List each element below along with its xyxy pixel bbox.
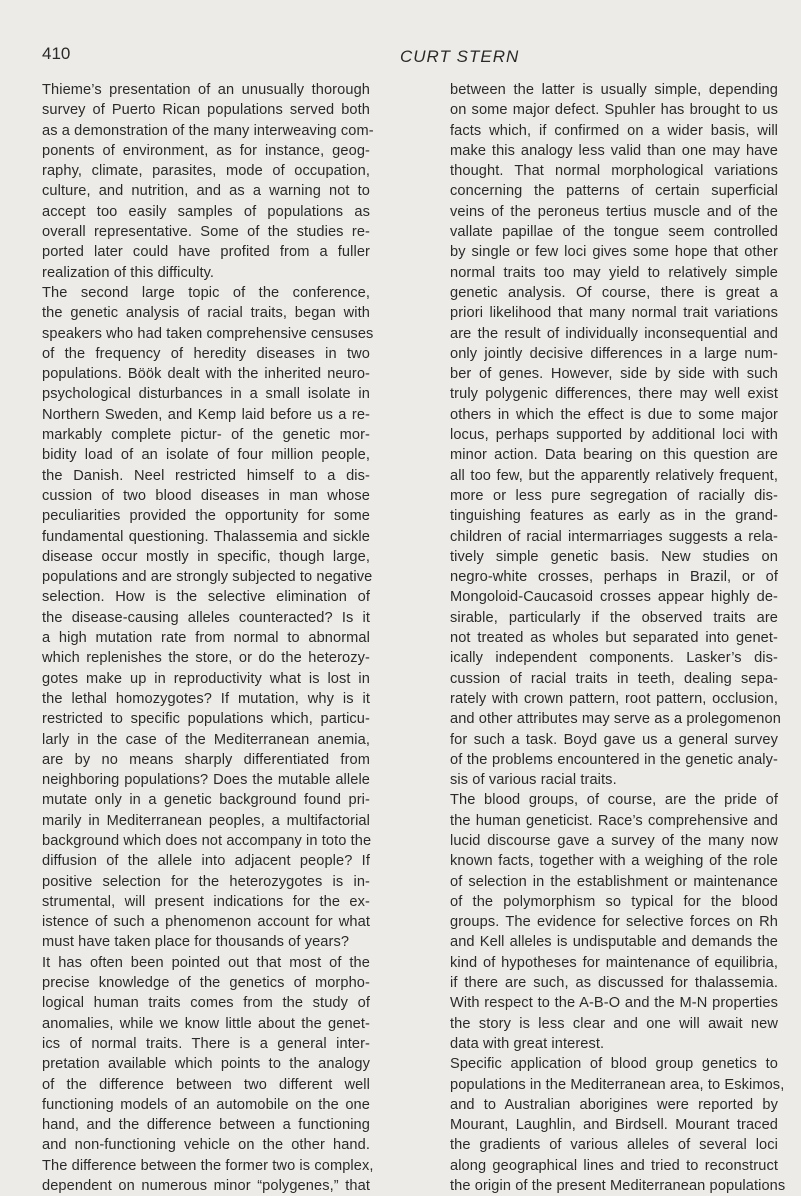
text-line: populations and are strongly subjected to negative xyxy=(42,569,373,586)
text-line: disease occur mostly in specific, though large, xyxy=(42,548,370,565)
text-line: raphy, climate, parasites, mode of occupation, xyxy=(42,163,370,180)
text-line: marily in Mediterranean peoples, a multifactorial xyxy=(42,812,370,829)
text-line: larly in the case of the Mediterranean anemia, xyxy=(42,731,370,748)
text-line: mutate only in a genetic background found pri- xyxy=(42,792,370,809)
text-line: bidity load of an isolate of four million people, xyxy=(42,447,370,464)
text-line: truly polygenic differences, there may well exist xyxy=(450,386,778,403)
text-line: by single or few loci gives some hope that other xyxy=(450,244,778,261)
text-line: must have taken place for thousands of years? xyxy=(42,934,350,951)
text-line: sis of various racial traits. xyxy=(450,772,617,789)
text-line: With respect to the A-B-O and the M-N properties xyxy=(450,995,778,1012)
text-line: veins of the peroneus tertius muscle and of the xyxy=(450,203,778,220)
text-line: facts which, if confirmed on a wider basis, will xyxy=(450,122,778,139)
text-line: fundamental questioning. Thalassemia and sickle xyxy=(42,528,370,545)
text-line: background which does not accompany in toto the xyxy=(42,832,372,849)
text-line: and to Australian aborigines were reported by xyxy=(450,1096,778,1113)
text-line: istence of such a phenomenon account for what xyxy=(42,914,370,931)
text-line: negro-white crosses, perhaps in Brazil, or of xyxy=(450,569,778,586)
text-line: hand, and the difference between a functioning xyxy=(42,1117,370,1134)
text-line: along geographical lines and tried to reconstruct xyxy=(450,1157,778,1174)
text-line: and other attributes may serve as a prolegomenon xyxy=(450,711,781,728)
text-line: others in which the effect is due to some major xyxy=(450,406,778,423)
text-line: of the frequency of heredity diseases in two xyxy=(42,345,370,362)
text-line: the story is less clear and one will await new xyxy=(450,1015,778,1032)
text-line: data with great interest. xyxy=(450,1035,605,1052)
text-line: populations in the Mediterranean area, to Eskimos, xyxy=(450,1076,785,1093)
text-line: and Kell alleles is undisputable and demands the xyxy=(450,934,778,951)
text-line: kind of hypotheses for maintenance of equilibria, xyxy=(450,954,778,971)
text-line: diffusion of the allele into adjacent people? If xyxy=(42,853,370,870)
text-line: precise knowledge of the genetics of morpho- xyxy=(42,975,370,992)
text-line: pretation available which points to the analogy xyxy=(42,1056,370,1073)
text-line: a high mutation rate from normal to abnormal xyxy=(42,630,370,647)
text-line: of selection in the establishment or maintenance xyxy=(450,873,778,890)
text-line: cussion of racial traits in teeth, dealing sepa- xyxy=(450,670,778,687)
page-number: 410 xyxy=(42,44,71,63)
text-line: the disease-causing alleles counteracted? Is it xyxy=(42,609,370,626)
text-line: Mourant, Laughlin, and Birdsell. Mourant traced xyxy=(450,1117,778,1134)
text-line: known facts, together with a weighing of the role xyxy=(450,853,778,870)
right-text-column xyxy=(450,80,786,1196)
text-line: selection. How is the selective elimination of xyxy=(42,589,370,606)
text-line: concerning the patterns of certain superficial xyxy=(450,183,778,200)
text-line: The difference between the former two is complex, xyxy=(42,1157,374,1174)
text-line: gotes make up in reproductivity what is lost in xyxy=(42,670,370,687)
text-line: make this analogy less valid than one may have xyxy=(450,142,778,159)
text-line: survey of Puerto Rican populations served both xyxy=(42,102,370,119)
left-text-column xyxy=(42,80,374,1196)
text-line: strumental, will present indications for the ex- xyxy=(42,893,370,910)
text-line: more or less pure segregation of racially dis- xyxy=(450,487,778,504)
text-line: logical human traits comes from the study of xyxy=(42,995,370,1012)
text-line: not treated as wholes but separated into genet- xyxy=(450,630,778,647)
text-line: groups. The evidence for selective forces on Rh xyxy=(450,914,778,931)
text-line: rately with crown pattern, root pattern, occlusion, xyxy=(450,690,778,707)
text-line: overall representative. Some of the studies re- xyxy=(42,224,370,241)
text-line: children of racial intermarriages suggests a rela- xyxy=(450,528,778,545)
text-line: priori likelihood that many normal trait variations xyxy=(450,305,778,322)
text-line: ponents of environment, as for instance, geog- xyxy=(42,142,370,159)
text-line: lucid discourse gave a survey of the many now xyxy=(450,832,778,849)
text-line: functioning models of an automobile on the one xyxy=(42,1096,370,1113)
text-line: Mongoloid-Caucasoid crosses appear highly de- xyxy=(450,589,778,606)
text-line: cussion of two blood diseases in man whose xyxy=(42,487,370,504)
text-line: the Danish. Neel restricted himself to a dis- xyxy=(42,467,370,484)
text-line: speakers who had taken comprehensive censuses xyxy=(42,325,374,342)
running-head: CURT STERN xyxy=(400,47,520,66)
text-line: It has often been pointed out that most of the xyxy=(42,954,370,971)
text-line: genetic analysis. Of course, there is great a xyxy=(450,284,778,301)
text-line: of the problems encountered in the genetic analy- xyxy=(450,751,778,768)
text-line: accept too easily samples of populations as xyxy=(42,203,370,220)
text-line: ics of normal traits. There is a general inter- xyxy=(42,1035,370,1052)
text-line: only jointly decisive differences in a large num- xyxy=(450,345,778,362)
text-line: if there are such, as discussed for thalassemia. xyxy=(450,975,778,992)
text-line: tinguishing features as early as in the grand- xyxy=(450,508,778,525)
text-line: ber of genes. However, side by side with such xyxy=(450,366,778,383)
text-line: sirable, particularly if the observed traits are xyxy=(450,609,778,626)
text-line: and non-functioning vehicle on the other hand. xyxy=(42,1137,370,1154)
text-line: tively simple genetic basis. New studies on xyxy=(450,548,778,565)
text-line: The second large topic of the conference, xyxy=(42,284,370,301)
text-line: all too few, but the apparently relatively frequent, xyxy=(450,467,778,484)
text-line: restricted to specific populations which, particu- xyxy=(42,711,370,728)
page-header xyxy=(0,44,801,74)
text-line: the lethal homozygotes? If mutation, why is it xyxy=(42,690,370,707)
text-line: normal traits too may yield to relatively simple xyxy=(450,264,778,281)
text-line: Thieme’s presentation of an unusually thorough xyxy=(42,82,370,98)
text-line: minor action. Data bearing on this question are xyxy=(450,447,778,464)
text-line: of the polymorphism so typical for the blood xyxy=(450,893,778,910)
text-line: ically independent components. Lasker’s dis- xyxy=(450,650,778,667)
text-line: peculiarities provided the opportunity for some xyxy=(42,508,370,525)
text-line: for such a task. Boyd gave us a general survey xyxy=(450,731,778,748)
text-line: as a demonstration of the many interweaving com- xyxy=(42,122,374,139)
text-line: on some major defect. Spuhler has brought to us xyxy=(450,102,778,119)
text-line: psychological disturbances in a small isolate in xyxy=(42,386,370,403)
text-line: Specific application of blood group genetics to xyxy=(450,1056,778,1073)
text-line: dependent on numerous minor “polygenes,” that xyxy=(42,1178,370,1195)
text-line: Northern Sweden, and Kemp laid before us a re- xyxy=(42,406,370,423)
text-line: thought. That normal morphological variations xyxy=(450,163,778,180)
text-line: are by no means sharply differentiated from xyxy=(42,751,370,768)
text-line: locus, perhaps supported by additional loci with xyxy=(450,427,778,444)
text-line: of the difference between two different well xyxy=(42,1076,370,1093)
text-line: vallate papillae of the tongue seem controlled xyxy=(450,224,778,241)
text-line: are the result of individually inconsequential and xyxy=(450,325,778,342)
text-line: culture, and nutrition, and as a warning not to xyxy=(42,183,370,200)
text-line: the human geneticist. Race’s comprehensive and xyxy=(450,812,778,829)
text-line: ported later could have profited from a fuller xyxy=(42,244,370,261)
text-line: positive selection for the heterozygotes is in- xyxy=(42,873,370,890)
text-line: the origin of the present Mediterranean populations xyxy=(450,1178,786,1195)
text-line: populations. Böök dealt with the inherited neuro- xyxy=(42,366,370,383)
text-line: neighboring populations? Does the mutable allele xyxy=(42,772,370,789)
text-line: realization of this difficulty. xyxy=(42,264,215,281)
text-line: which replenishes the store, or do the heterozy- xyxy=(42,650,370,667)
text-line: The blood groups, of course, are the pride of xyxy=(450,792,778,809)
text-line: anomalies, while we know little about the genet- xyxy=(42,1015,370,1032)
text-line: the gradients of various alleles of several loci xyxy=(450,1137,778,1154)
text-line: between the latter is usually simple, depending xyxy=(450,82,778,98)
text-line: the genetic analysis of racial traits, began with xyxy=(42,305,370,322)
text-line: markably complete pictur- of the genetic mor- xyxy=(42,427,370,444)
